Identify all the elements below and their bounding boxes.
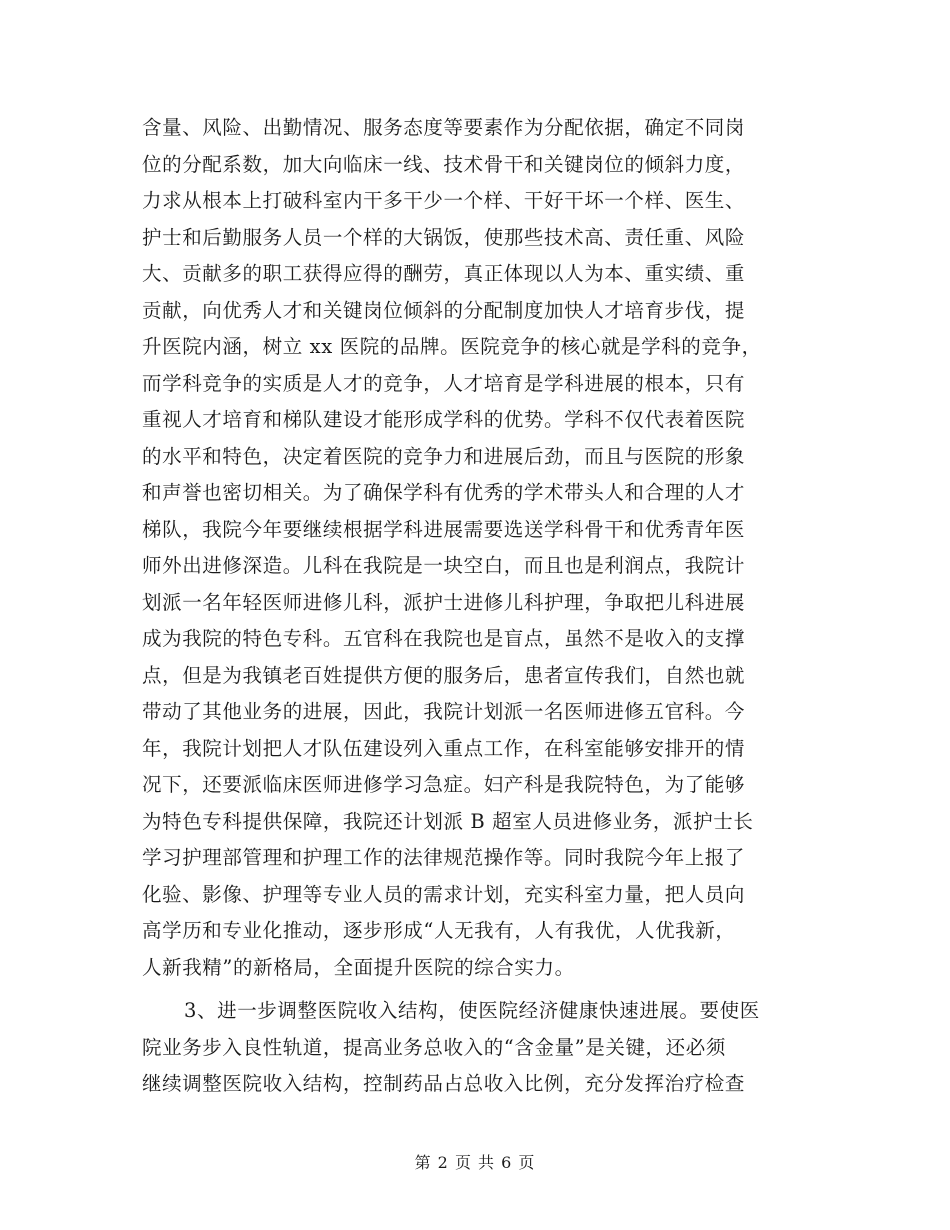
text-line: 梯队，我院今年要继续根据学科进展需要选送学科骨干和优秀青年医: [142, 517, 746, 541]
text-line: 为特色专科提供保障，我院还计划派 B 超室人员进修业务，派护士长: [142, 809, 754, 833]
text-line: 重视人才培育和梯队建设才能形成学科的优势。学科不仅代表着医院: [142, 408, 746, 431]
text-line: 成为我院的特色专科。五官科在我院也是盲点，虽然不是收入的支撑: [142, 627, 746, 650]
text-line: 护士和后勤服务人员一个样的大锅饭，使那些技术高、责任重、风险: [142, 225, 746, 249]
text-line: 化验、影像、护理等专业人员的需求计划，充实科室力量，把人员向: [142, 882, 746, 906]
text-line: 点，但是为我镇老百姓提供方便的服务后，患者宣传我们，自然也就: [142, 663, 746, 687]
paragraph-1: [142, 110, 822, 986]
text-line: 高学历和专业化推动，逐步形成“人无我有，人有我优，人优我新，: [142, 919, 736, 942]
page-number-footer: 第 2 页 共 6 页: [414, 1153, 536, 1172]
text-line: 年，我院计划把人才队伍建设列入重点工作，在科室能够安排开的情: [142, 736, 746, 760]
text-line: 升医院内涵，树立 xx 医院的品牌。医院竞争的核心就是学科的竞争，: [142, 335, 762, 358]
text-line: 划派一名年轻医师进修儿科，派护士进修儿科护理，争取把儿科进展: [142, 590, 746, 614]
text-line: 含量、风险、出勤情况、服务态度等要素作为分配依据，确定不同岗: [142, 116, 746, 139]
document-body: [142, 110, 822, 1103]
paragraph-2: [142, 993, 822, 1103]
text-line: 师外出进修深造。儿科在我院是一块空白，而且也是利润点，我院计: [142, 554, 746, 577]
text-line: 继续调整医院收入结构，控制药品占总收入比例，充分发挥治疗检查: [142, 1072, 746, 1095]
text-line: 贡献，向优秀人才和关键岗位倾斜的分配制度加快人才培育步伐，提: [142, 298, 746, 322]
text-line: 而学科竞争的实质是人才的竞争，人才培育是学科进展的根本，只有: [142, 371, 746, 395]
paragraph-spacer: [142, 986, 822, 993]
text-line: 带动了其他业务的进展，因此，我院计划派一名医师进修五官科。今: [142, 700, 746, 723]
text-line: 学习护理部管理和护理工作的法律规范操作等。同时我院今年上报了: [142, 846, 746, 869]
text-line: 人新我精”的新格局，全面提升医院的综合实力。: [142, 955, 575, 979]
text-line: 的水平和特色，决定着医院的竞争力和进展后劲，而且与医院的形象: [142, 444, 746, 468]
text-line: 大、贡献多的职工获得应得的酬劳，真正体现以人为本、重实绩、重: [142, 262, 746, 285]
text-line: 和声誉也密切相关。为了确保学科有优秀的学术带头人和合理的人才: [142, 481, 746, 504]
text-line: 3、进一步调整医院收入结构，使医院经济健康快速进展。要使医: [184, 999, 760, 1022]
text-line: 位的分配系数，加大向临床一线、技术骨干和关键岗位的倾斜力度，: [142, 152, 746, 176]
text-line: 况下，还要派临床医师进修学习急症。妇产科是我院特色，为了能够: [142, 773, 746, 796]
text-line: 院业务步入良性轨道，提高业务总收入的“含金量”是关键，还必须: [142, 1035, 726, 1059]
text-line: 力求从根本上打破科室内干多干少一个样、干好干坏一个样、医生、: [142, 189, 746, 212]
